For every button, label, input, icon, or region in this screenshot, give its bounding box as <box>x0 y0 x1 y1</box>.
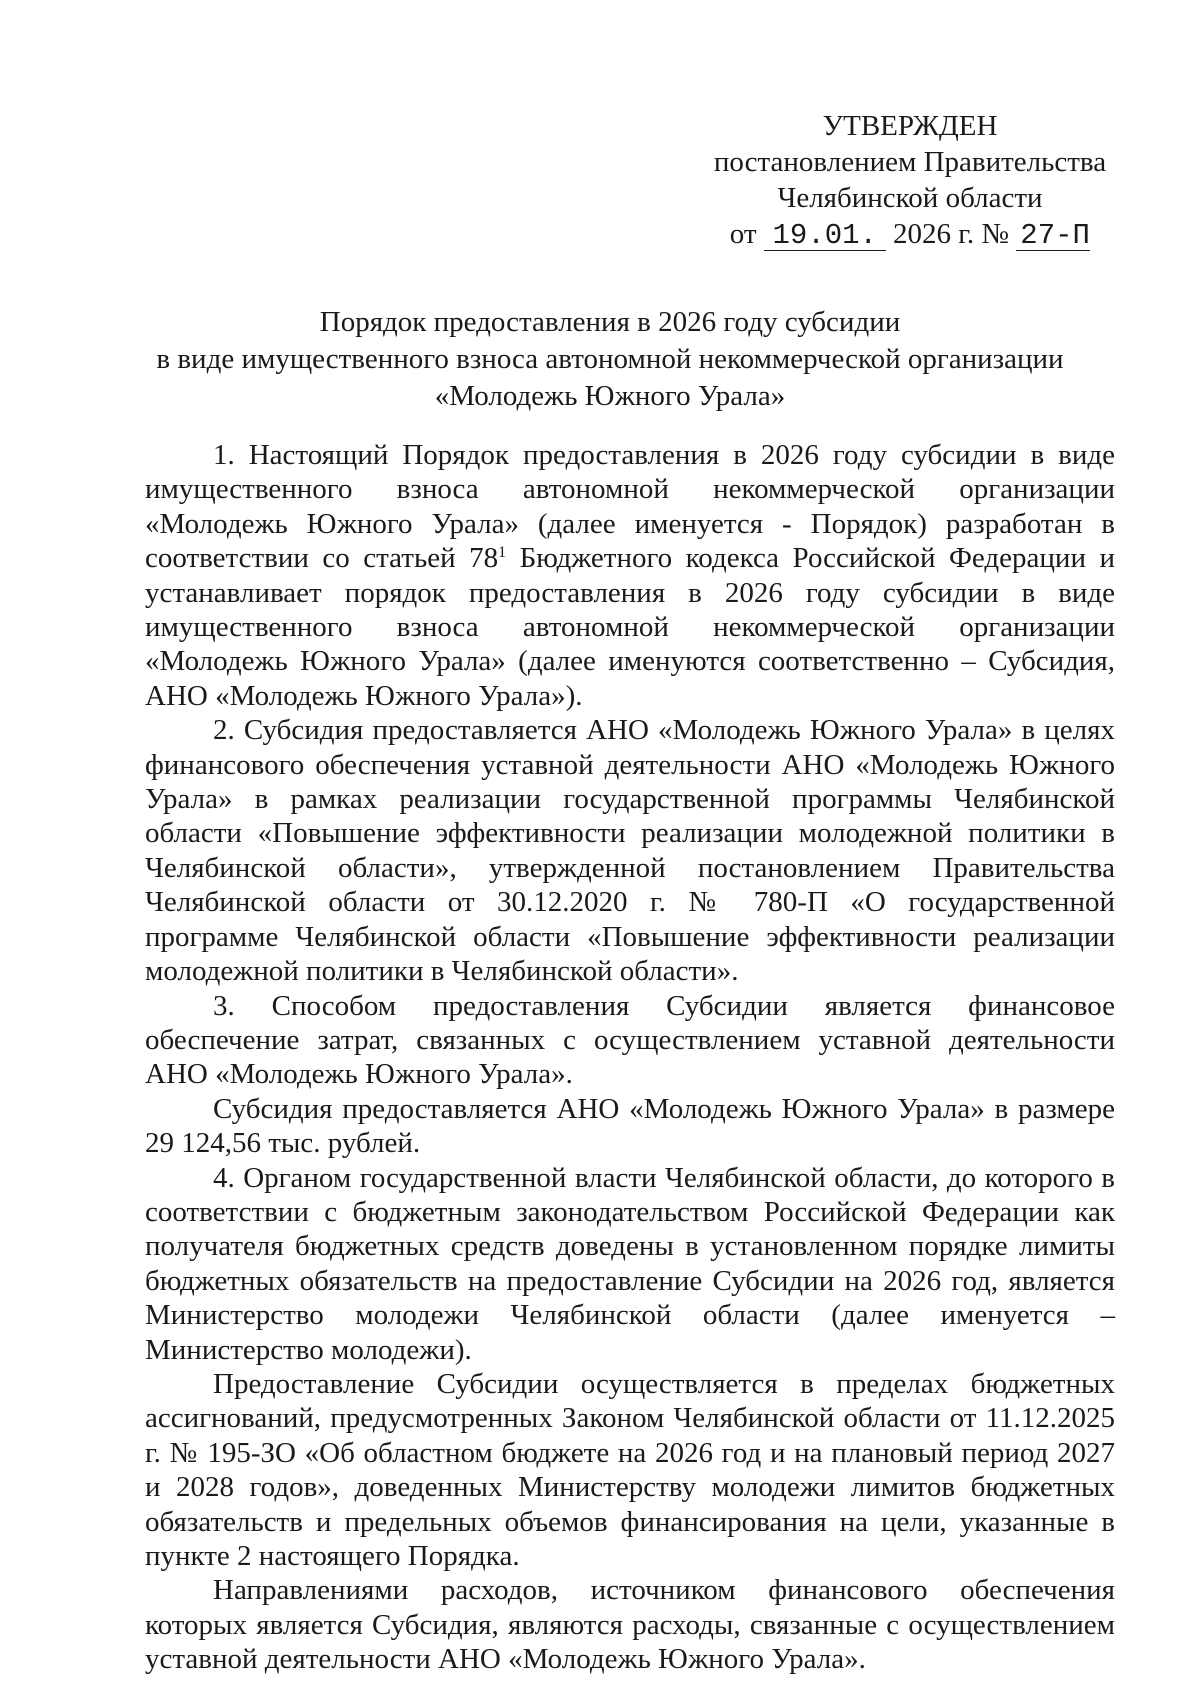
paragraph-3-subsidy-amount: Субсидия предоставляется АНО «Молодежь Южного Урала» в размере 29 124,56 тыс. рублей. <box>145 1092 1115 1160</box>
approval-heading: УТВЕРЖДЕН <box>822 110 998 142</box>
date-field: 19.01. <box>764 222 886 251</box>
approval-line: постановлением Правительства <box>713 146 1107 178</box>
paragraph-2: 2. Субсидия предоставляется АНО «Молодежь Южного Урала» в целях финансового обеспечения уставной деятельности АНО «Молодежь Южного Урала» в рамках реализации государственной программы Челябинской области «Повышение эффективности реализации молодежной политики в Челябинской области», утвержденной постановлением Правительства Челябинской области от 30.12.2020 г. № 780-П «О государственной программе Челябинской области «Повышение эффективности реализации молодежной политики в Челябинской области». <box>145 714 1115 988</box>
document-title <box>140 304 1080 415</box>
number-field: 27-П <box>1016 222 1090 251</box>
title-line: Порядок предоставления в 2026 году субсидии <box>319 306 901 338</box>
approval-date-line <box>700 216 1120 252</box>
document-body <box>145 438 1115 1677</box>
paragraph-4: 4. Органом государственной власти Челябинской области, до которого в соответствии с бюджетным законодательством Российской Федерации как получателя бюджетных средств доведены в установленном порядке лимиты бюджетных обязательств на предоставление Субсидии на 2026 год, является Министерство молодежи Челябинской области (далее именуется – Министерство молодежи). <box>145 1161 1115 1366</box>
paragraph-text: 1. Настоящий Порядок предоставления в 2026 году субсидии в виде имущественного взноса автономной некоммерческой организации «Молодежь Южного Урала» (далее именуется - Порядок) разработан в соответствии со статьей 78 <box>145 439 1115 575</box>
article-superscript: 1 <box>498 544 507 562</box>
title-line: в виде имущественного взноса автономной некоммерческой организации <box>156 343 1064 375</box>
paragraph-4-expenses: Направлениями расходов, источником финансового обеспечения которых является Субсидия, являются расходы, связанные с осуществлением уставной деятельности АНО «Молодежь Южного Урала». <box>145 1574 1115 1676</box>
title-line: «Молодежь Южного Урала» <box>434 380 786 412</box>
date-prefix: от <box>729 218 757 250</box>
approval-line: Челябинской области <box>777 182 1043 214</box>
paragraph-3: 3. Способом предоставления Субсидии является финансовое обеспечение затрат, связанных с осуществлением уставной деятельности АНО «Молодежь Южного Урала». <box>145 989 1115 1091</box>
paragraph-4-budget: Предоставление Субсидии осуществляется в пределах бюджетных ассигнований, предусмотренных Законом Челябинской области от 11.12.2025 г. № 195-ЗО «Об областном бюджете на 2026 год и на плановый период 2027 и 2028 годов», доведенных Министерству молодежи лимитов бюджетных обязательств и предельных объемов финансирования на цели, указанные в пункте 2 настоящего Порядка. <box>145 1367 1115 1572</box>
paragraph-text: Бюджетного кодекса Российской Федерации и устанавливает порядок предоставления в 2026 году субсидии в виде имущественного взноса автономной некоммерческой организации «Молодежь Южного Урала» (далее именуются соответственно – Субсидия, АНО «Молодежь Южного Урала»). <box>145 542 1115 712</box>
approval-stamp <box>700 108 1120 252</box>
paragraph-1 <box>145 438 1115 713</box>
year-text: 2026 г. № <box>893 218 1010 250</box>
